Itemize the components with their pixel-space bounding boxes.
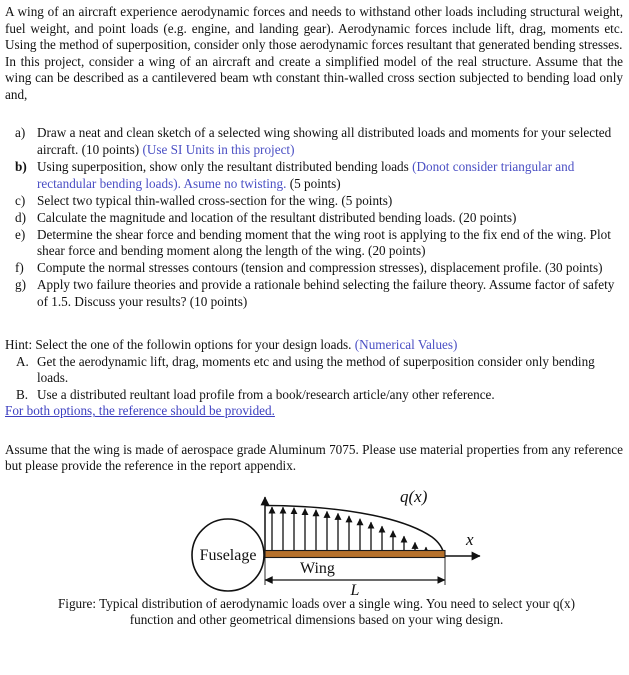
figure-caption: Figure: Typical distribution of aerodynamic loads over a single wing. You need to select your q(x) function and other geometrical dimensions based on your wing design. bbox=[57, 596, 576, 628]
task-item-c bbox=[5, 193, 623, 210]
task-text-b-blue: (Donot consider triangular and rectandular bending loads). Asume no twisting. bbox=[37, 159, 575, 191]
material-paragraph: Assume that the wing is made of aerospace grade Aluminum 7075. Please use material properties from any reference but please provide the reference in the report appendix. bbox=[5, 441, 623, 474]
length-label: L bbox=[350, 582, 360, 595]
hint-option-b-marker: B. bbox=[16, 386, 29, 402]
load-distribution-curve bbox=[265, 506, 444, 556]
task-list bbox=[5, 125, 623, 310]
hint-option-a-text: Get the aerodynamic lift, drag, moments etc and using the method of superposition consider only bending loads. bbox=[37, 353, 595, 386]
hint-option-a-marker: A. bbox=[16, 353, 29, 369]
task-text-c: Select two typical thin-walled cross-section for the wing. (5 points) bbox=[37, 192, 393, 208]
task-text-b-part2: (5 points) bbox=[286, 175, 341, 191]
task-item-d bbox=[5, 210, 623, 227]
spacer-before-material bbox=[5, 420, 623, 442]
load-function-label: q(x) bbox=[400, 487, 428, 506]
spacer-before-hint bbox=[5, 311, 623, 337]
wing-label: Wing bbox=[300, 560, 335, 577]
reference-note-text: For both options, the reference should be provided. bbox=[5, 403, 275, 419]
task-text-b-part1: Using superposition, show only the resultant distributed bending loads bbox=[37, 159, 413, 174]
fuselage-label: Fuselage bbox=[199, 547, 257, 564]
hint-lead-line bbox=[5, 337, 623, 354]
load-arrow-group bbox=[272, 507, 426, 554]
figure-block bbox=[0, 485, 629, 628]
task-marker-c: c) bbox=[15, 192, 26, 208]
hint-lead-blue: (Numerical Values) bbox=[354, 337, 458, 353]
task-text-a-blue: (Use SI Units in this project) bbox=[142, 141, 295, 157]
spacer-after-intro bbox=[5, 103, 623, 125]
wing-load-diagram bbox=[0, 485, 629, 595]
task-item-f bbox=[5, 260, 623, 277]
intro-paragraph-1: A wing of an aircraft experience aerodynamic forces and needs to withstand other loads including structural weight, fuel weight, and point loads (e.g. engine, and landing gear). Aerodynamic forces include lift, drag, moments etc. Using the method of superposition, consider only those aerodynamic forces resultant that generated bending stresses. bbox=[5, 4, 623, 53]
task-marker-b: b) bbox=[15, 159, 27, 174]
task-text-e: Determine the shear force and bending moment that the wing root is applying to the fix end of the wing. Plot shear force and bending moment along the length of the wing. (20 points) bbox=[37, 226, 611, 259]
reference-note bbox=[5, 403, 623, 420]
hint-option-b-text: Use a distributed reultant load profile from a book/research article/any other reference. bbox=[37, 386, 495, 402]
hint-option-list bbox=[5, 354, 623, 404]
task-item-a bbox=[5, 125, 623, 158]
task-marker-f: f) bbox=[15, 260, 24, 276]
intro-paragraph-2: In this project, consider a wing of an aircraft and create a simplified model of the real structure. Assume that the wing can be described as a cantilevered beam wth constant thin-walled cross section subjected to bending load only and, bbox=[5, 53, 623, 102]
task-marker-g: g) bbox=[15, 277, 26, 293]
task-text-g: Apply two failure theories and provide a rationale behind selecting the failure theory. Assume factor of safety of 1.5. Discuss your results? (10 points) bbox=[37, 277, 615, 309]
wing-beam bbox=[265, 551, 445, 558]
x-axis-label: x bbox=[466, 530, 474, 549]
hint-lead-black: Hint: Select the one of the followin options for your design loads. bbox=[5, 337, 355, 353]
task-text-d: Calculate the magnitude and location of the resultant distributed bending loads. (20 points) bbox=[37, 209, 517, 225]
task-item-g bbox=[5, 277, 623, 310]
task-marker-a: a) bbox=[15, 125, 26, 141]
task-item-b bbox=[5, 159, 623, 192]
task-text-a-part1: Draw a neat and clean sketch of a selected wing showing all distributed loads and moments for your selected aircraft. (10 points) bbox=[37, 125, 612, 157]
hint-option-b bbox=[5, 387, 623, 404]
task-text-f: Compute the normal stresses contours (tension and compression stresses), displacement profile. (30 points) bbox=[37, 260, 603, 276]
hint-option-a bbox=[5, 354, 623, 387]
task-item-e bbox=[5, 227, 623, 260]
spacer-before-figure bbox=[5, 475, 623, 485]
task-marker-e: e) bbox=[15, 226, 26, 242]
task-marker-d: d) bbox=[15, 209, 26, 225]
